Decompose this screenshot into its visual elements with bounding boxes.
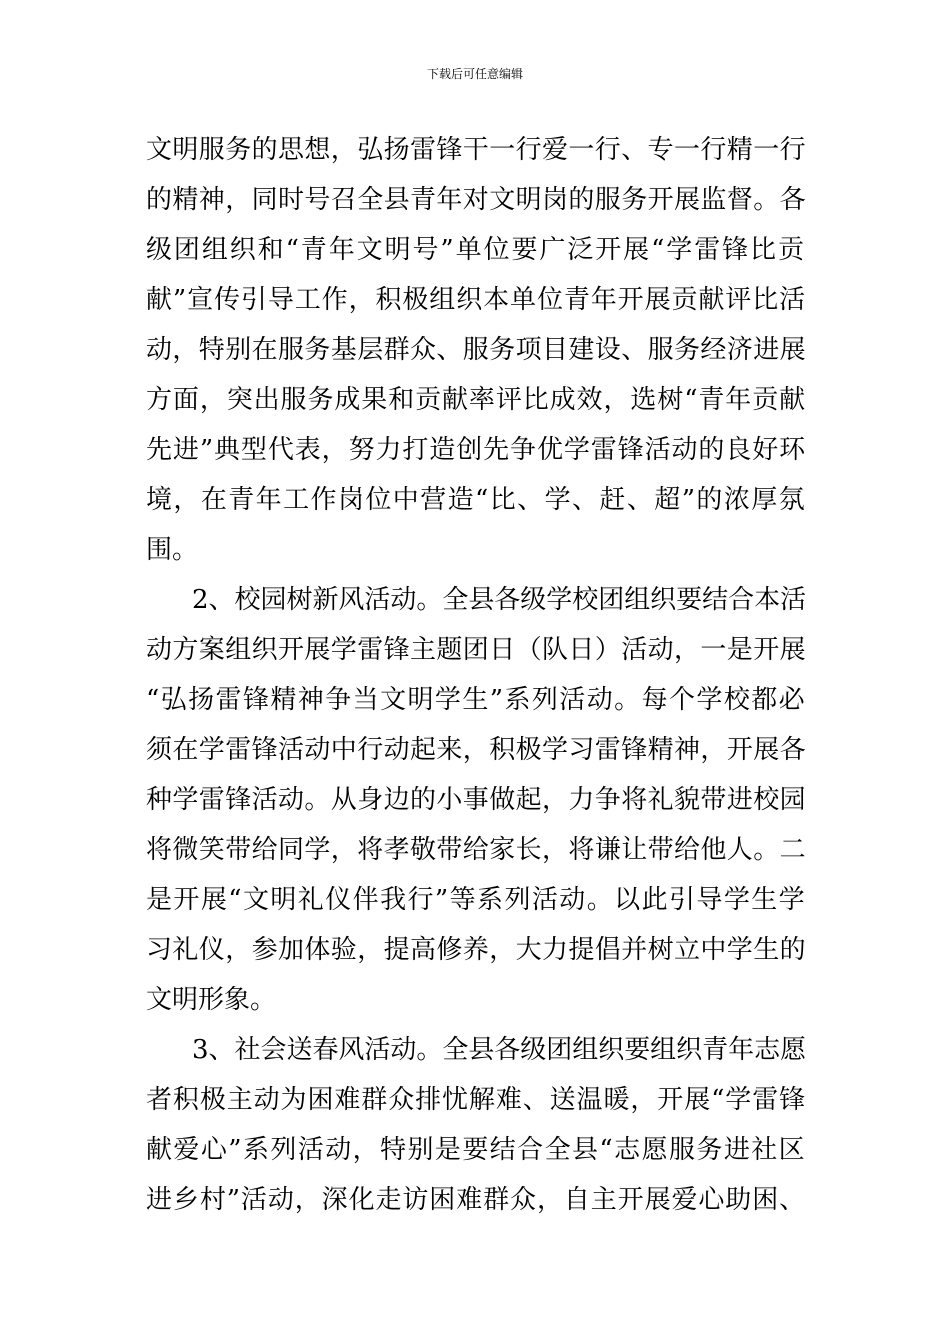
paragraph-start-line: 2、校园树新风活动。全县各级学校团组织要结合本活 — [192, 585, 807, 615]
page-header-note: 下载后可任意编辑 — [426, 67, 523, 81]
text-line: 须在学雷锋活动中行动起来，积极学习雷锋精神，开展各 — [146, 735, 807, 765]
text-line: 进乡村”活动，深化走访困难群众，自主开展爱心助困、 — [146, 1185, 807, 1215]
text-line: 境，在青年工作岗位中营造“比、学、赶、超”的浓厚氛 — [146, 485, 807, 515]
text-line: 动方案组织开展学雷锋主题团日（队日）活动，一是开展 — [146, 635, 807, 665]
text-line: 习礼仪，参加体验，提高修养，大力提倡并树立中学生的 — [146, 935, 807, 965]
text-line: 级团组织和“青年文明号”单位要广泛开展“学雷锋比贡 — [146, 235, 806, 265]
text-line: 文明形象。 — [146, 985, 277, 1015]
text-line: 种学雷锋活动。从身边的小事做起，力争将礼貌带进校园 — [146, 785, 807, 815]
text-line: 围。 — [146, 535, 199, 565]
text-line: 先进”典型代表，努力打造创先争优学雷锋活动的良好环 — [146, 435, 807, 465]
text-line: 献爱心”系列活动，特别是要结合全县“志愿服务进社区 — [146, 1135, 807, 1165]
text-line: 献”宣传引导工作，积极组织本单位青年开展贡献评比活 — [146, 285, 807, 315]
text-line: 文明服务的思想，弘扬雷锋干一行爱一行、专一行精一行 — [146, 135, 807, 165]
text-line: “弘扬雷锋精神争当文明学生”系列活动。每个学校都必 — [146, 685, 807, 715]
text-line: 的精神，同时号召全县青年对文明岗的服务开展监督。各 — [146, 185, 807, 215]
text-line: 动，特别在服务基层群众、服务项目建设、服务经济进展 — [146, 335, 807, 365]
text-line: 是开展“文明礼仪伴我行”等系列活动。以此引导学生学 — [146, 885, 807, 915]
paragraph-start-line: 3、社会送春风活动。全县各级团组织要组织青年志愿 — [192, 1035, 807, 1065]
text-line: 者积极主动为困难群众排忧解难、送温暖，开展“学雷锋 — [146, 1085, 807, 1115]
text-line: 方面，突出服务成果和贡献率评比成效，选树“青年贡献 — [146, 385, 807, 415]
text-line: 将微笑带给同学，将孝敬带给家长，将谦让带给他人。二 — [146, 835, 807, 865]
